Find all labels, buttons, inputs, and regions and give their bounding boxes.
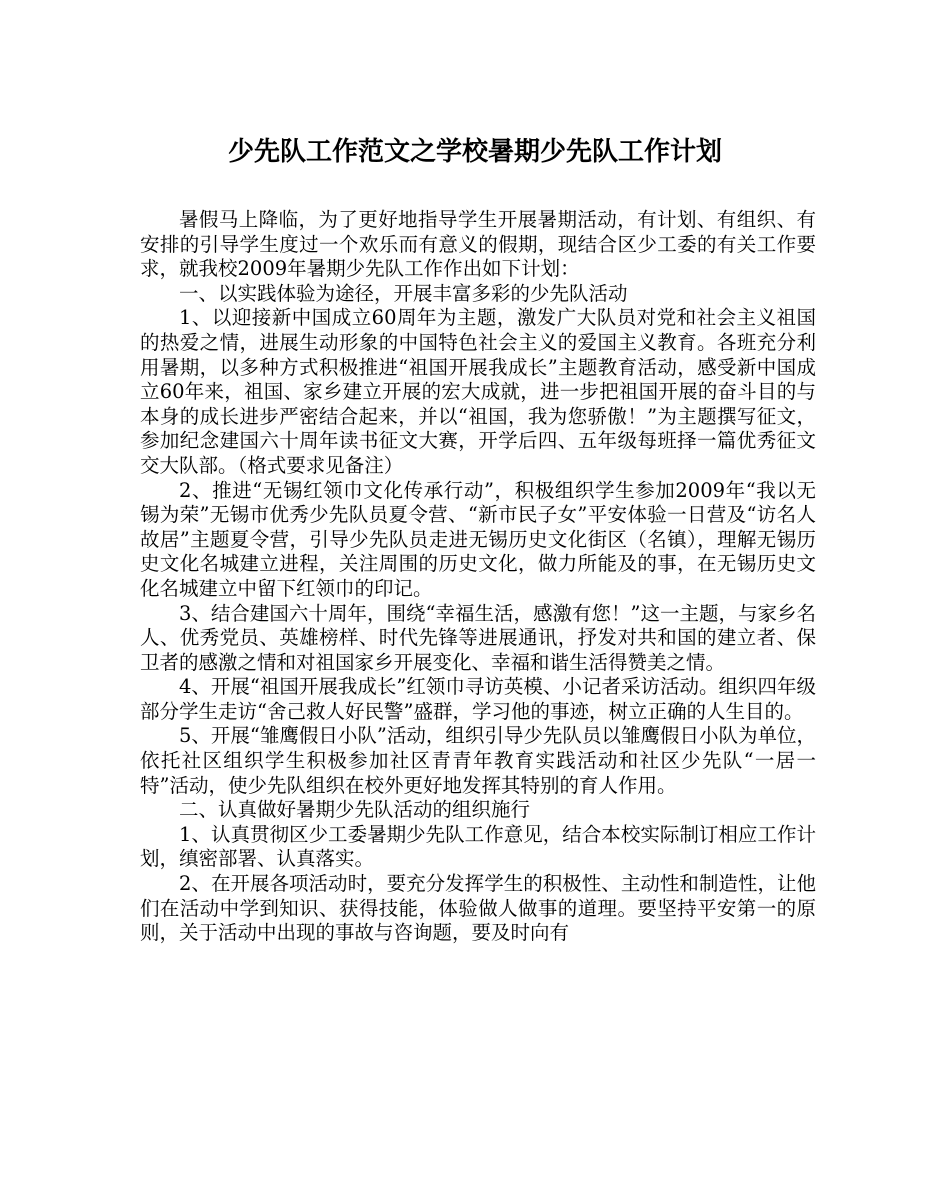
section-heading-1: 一、以实践体验为途径，开展丰富多彩的少先队活动 (179, 281, 628, 305)
paragraph-item-1-3: 3、结合建国六十周年，围绕“幸福生活，感激有您！”这一主题，与家乡名人、优秀党员、英雄榜样、时代先锋等进展通讯，抒发对共和国的建立者、保卫者的感激之情和对祖国家乡开展变化、幸福和谐生活得赞美之情。 (140, 601, 816, 674)
section-heading-2: 二、认真做好暑期少先队活动的组织施行 (179, 798, 531, 822)
paragraph-item-1-4: 4、开展“祖国开展我成长”红领巾寻访英模、小记者采访活动。组织四年级部分学生走访“舍己救人好民警”盛群，学习他的事迹，树立正确的人生目的。 (140, 675, 816, 723)
paragraph-item-1-2: 2、推进“无锡红领巾文化传承行动”，积极组织学生参加2009年“我以无锡为荣”无锡市优秀少先队员夏令营、“新市民子女”平安体验一日营及“访名人故居”主题夏令营，引导少先队员走进无锡历史文化街区（名镇），理解无锡历史文化名城建立进程，关注周围的历史文化，做力所能及的事，在无锡历史文化名城建立中留下红领巾的印记。 (140, 478, 816, 600)
paragraph-item-1-5: 5、开展“雏鹰假日小队”活动，组织引导少先队员以雏鹰假日小队为单位，依托社区组织学生积极参加社区青青年教育实践活动和社区少先队“一居一特”活动，使少先队组织在校外更好地发挥其特别的育人作用。 (140, 724, 816, 797)
document-body (140, 208, 816, 946)
paragraph-item-1-1: 1、以迎接新中国成立60周年为主题，激发广大队员对党和社会主义祖国的热爱之情，进展生动形象的中国特色社会主义的爱国主义教育。各班充分利用暑期，以多种方式积极推进“祖国开展我成长”主题教育活动，感受新中国成立60年来，祖国、家乡建立开展的宏大成就，进一步把祖国开展的奋斗目的与本身的成长进步严密结合起来，并以“祖国，我为您骄傲！”为主题撰写征文，参加纪念建国六十周年读书征文大赛，开学后四、五年级每班择一篇优秀征文交大队部。（格式要求见备注） (140, 306, 816, 477)
paragraph-intro: 暑假马上降临，为了更好地指导学生开展暑期活动，有计划、有组织、有安排的引导学生度过一个欢乐而有意义的假期，现结合区少工委的有关工作要求，就我校2009年暑期少先队工作作出如下计划： (140, 208, 816, 281)
paragraph-item-2-2: 2、在开展各项活动时，要充分发挥学生的积极性、主动性和制造性，让他们在活动中学到知识、获得技能，体验做人做事的道理。要坚持平安第一的原则，关于活动中出现的事故与咨询题，要及时向有 (140, 872, 816, 945)
document-title: 少先队工作范文之学校暑期少先队工作计划 (227, 137, 722, 167)
paragraph-item-2-1: 1、认真贯彻区少工委暑期少先队工作意见，结合本校实际制订相应工作计划，缜密部署、认真落实。 (140, 822, 816, 871)
